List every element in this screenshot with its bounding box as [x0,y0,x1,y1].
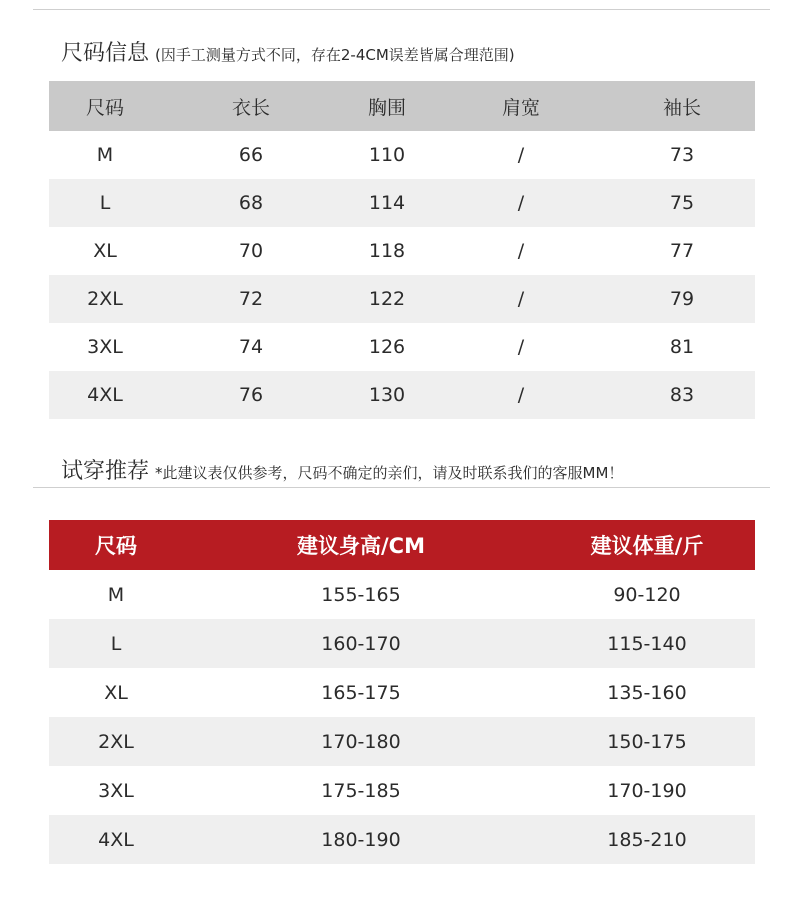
table-cell: L [49,619,183,668]
table-cell: 4XL [49,371,161,419]
table-cell: 155-165 [321,583,401,606]
table-row [49,619,755,668]
table-header-row [49,81,755,131]
table-cell: 185-210 [539,815,755,864]
table-cell: 170-180 [183,717,539,766]
table-cell: 66 [238,144,264,166]
table-header-row [49,520,755,570]
table-cell: 68 [161,179,341,227]
table-row [49,668,755,717]
fit-recommendation-note: *此建议表仅供参考，尺码不确定的亲们，请及时联系我们的客服MM！ [155,464,624,482]
table-cell: / [517,240,525,262]
table-cell: 75 [609,179,755,227]
table-cell: 77 [669,240,695,262]
table-cell: M [96,144,114,166]
top-divider [33,9,770,10]
table-cell: 114 [341,179,433,227]
table-row [49,570,755,619]
column-header: 肩宽 [433,81,609,131]
table-cell: 122 [341,275,433,323]
table-cell: 150-175 [539,717,755,766]
column-header: 建议身高/CM [183,520,539,570]
table-cell: / [433,371,609,419]
table-row [49,766,755,815]
size-info-title: 尺码信息 [61,41,150,66]
table-cell: 126 [368,336,406,358]
table-cell: 90-120 [613,583,681,606]
fit-recommendation-heading [61,454,623,485]
section-divider [33,487,770,488]
table-cell: 2XL [49,275,161,323]
table-cell: 79 [609,275,755,323]
table-cell: 175-185 [321,779,401,802]
table-cell: 3XL [98,779,134,802]
table-row [49,275,755,323]
table-row [49,131,755,179]
table-row [49,371,755,419]
column-header: 尺码 [49,520,183,570]
table-cell: 165-175 [321,681,401,704]
table-cell: 118 [368,240,406,262]
table-row [49,227,755,275]
table-cell: 74 [238,336,264,358]
table-cell: / [517,336,525,358]
table-cell: XL [104,681,128,704]
table-cell: 135-160 [607,681,687,704]
table-cell: 70 [238,240,264,262]
table-cell: 110 [368,144,406,166]
column-header: 衣长 [161,81,341,131]
table-cell: 130 [341,371,433,419]
fit-recommendation-title: 试穿推荐 [61,459,150,484]
size-info-table [49,81,755,419]
table-cell: 115-140 [539,619,755,668]
column-header: 胸围 [341,81,433,131]
column-header: 尺码 [49,81,161,131]
table-cell: / [433,179,609,227]
table-cell: 4XL [49,815,183,864]
table-cell: 160-170 [183,619,539,668]
table-cell: 72 [161,275,341,323]
table-cell: 2XL [49,717,183,766]
table-cell: 83 [609,371,755,419]
table-cell: 180-190 [183,815,539,864]
fit-recommendation-table [49,520,755,864]
table-row [49,815,755,864]
table-cell: / [517,144,525,166]
size-info-note: (因手工测量方式不同，存在2-4CM误差皆属合理范围) [155,46,515,64]
table-cell: 170-190 [607,779,687,802]
column-header: 袖长 [609,81,755,131]
table-row [49,717,755,766]
table-row [49,179,755,227]
size-info-heading [61,36,515,67]
table-cell: 3XL [87,336,123,358]
table-cell: L [49,179,161,227]
table-cell: M [107,583,125,606]
table-cell: / [433,275,609,323]
table-row [49,323,755,371]
table-cell: 73 [669,144,695,166]
table-cell: 81 [669,336,695,358]
table-cell: 76 [161,371,341,419]
table-cell: XL [93,240,117,262]
column-header: 建议体重/斤 [539,520,755,570]
